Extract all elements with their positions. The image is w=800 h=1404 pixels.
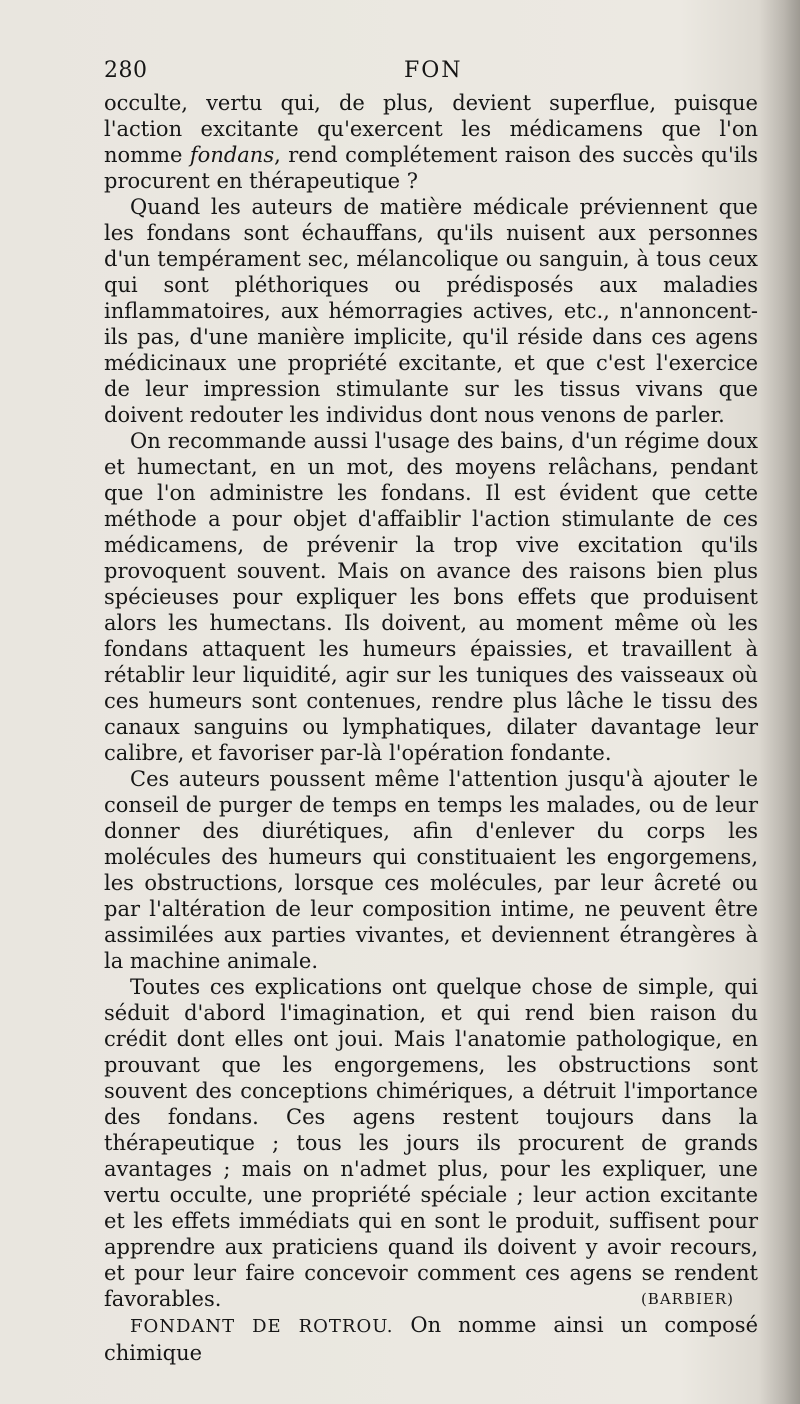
paragraph-3: On recommande aussi l'usage des bains, d'un régime doux et humectant, en un mot, des moyens relâchans, pendant que l'on administre les fondans. Il est évident que cette méthode a pour objet d'affaiblir l'action stimulante de ces médicamens, de prévenir la trop vive excitation qu'ils provoquent souvent. Mais on avance des raisons bien plus spécieuses pour expliquer les bons effets que produisent alors les humectans. Ils doivent, au moment même où les fondans attaquent les humeurs épaissies, et travaillent à rétablir leur liquidité, agir sur les tuniques des vaisseaux où ces humeurs sont contenues, rendre plus lâche le tissu des canaux sanguins ou lymphatiques, dilater davantage leur calibre, et favoriser par-là l'opération fondante. (104, 429, 758, 765)
entry-text: On nomme ainsi un composé chimique (104, 1313, 759, 1365)
dictionary-entry (104, 1312, 758, 1366)
paragraph-2: Quand les auteurs de matière médicale préviennent que les fondans sont échauffans, qu'ils nuisent aux personnes d'un tempérament sec, mélancolique ou sanguin, à tous ceux qui sont pléthoriques ou prédisposés aux maladies inflammatoires, aux hémorragies actives, etc., n'annoncent-ils pas, d'une manière implicite, qu'il réside dans ces agens médicinaux une propriété excitante, et que c'est l'exercice de leur impression stimulante sur les tissus vivans que doivent redouter les individus dont nous venons de parler. (104, 195, 758, 427)
running-head: FON (404, 58, 463, 83)
paragraph-1 (104, 90, 758, 194)
paragraph-1-part-2: , rend complétement raison des succès qu'ils procurent en thérapeutique ? (104, 143, 758, 193)
paragraph-4: Ces auteurs poussent même l'attention jusqu'à ajouter le conseil de purger de temps en temps les malades, ou de leur donner des diurétiques, afin d'enlever du corps les molécules des humeurs qui constituaient les engorgemens, les obstructions, lorsque ces molécules, par leur âcreté ou par l'altération de leur composition intime, ne peuvent être assimilées aux parties vivantes, et deviennent étrangères à la machine animale. (104, 767, 758, 973)
author-signature: (BARBIER) (640, 1290, 734, 1308)
paragraph-5: Toutes ces explications ont quelque chose de simple, qui séduit d'abord l'imagination, et qui rend bien raison du crédit dont elles ont joui. Mais l'anatomie pathologique, en prouvant que les engorgemens, les obstructions sont souvent des conceptions chimériques, a détruit l'importance des fondans. Ces agens restent toujours dans la thérapeutique ; tous les jours ils procurent de grands avantages ; mais on n'admet plus, pour les expliquer, une vertu occulte, une propriété spéciale ; leur action excitante et les effets immédiats qui en sont le produit, suffisent pour apprendre aux praticiens quand ils doivent y avoir recours, et pour leur faire concevoir comment ces agens se rendent favorables. (104, 975, 758, 1311)
paragraph-1-part-1: occulte, vertu qui, de plus, devient superflue, puisque l'action excitante qu'exercent les médicamens que l'on nomme (104, 91, 758, 167)
page-header (104, 56, 754, 90)
page-number: 280 (104, 58, 148, 83)
page-edge-shadow (758, 0, 800, 1404)
body-text (104, 90, 758, 1366)
italic-term-fondans: fondans (189, 143, 275, 167)
entry-headword: FONDANT DE ROTROU. (130, 1316, 394, 1337)
